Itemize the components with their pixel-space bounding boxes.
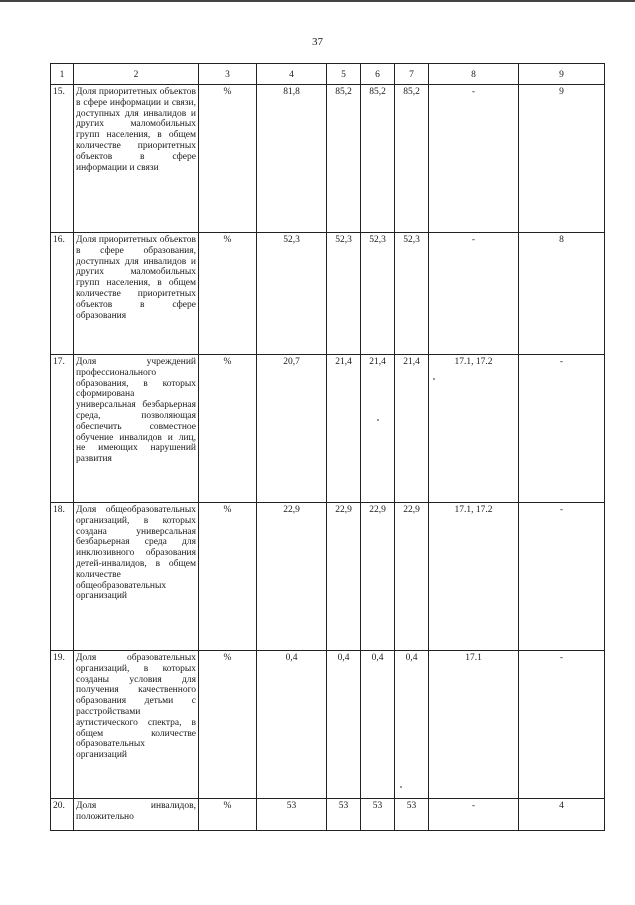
table-row bbox=[51, 85, 605, 233]
indicators-table bbox=[50, 63, 605, 831]
reference-cell: 17.1 bbox=[429, 651, 519, 799]
value-cell: 22,9 bbox=[361, 503, 395, 651]
column-header: 5 bbox=[327, 64, 361, 85]
value-cell: 22,9 bbox=[327, 503, 361, 651]
value-cell: 53 bbox=[361, 799, 395, 831]
indicator-name: Доля инвалидов, положительно bbox=[74, 799, 199, 831]
indicator-name: Доля общеобразовательных организаций, в которых создана универсальная безбарьерная среда для инклюзивного образования детей-инвалидов, в общем количестве общеобразовательных организаций bbox=[74, 503, 199, 651]
value-cell: 20,7 bbox=[257, 355, 327, 503]
reference-cell: - bbox=[429, 799, 519, 831]
row-number: 19. bbox=[51, 651, 74, 799]
value-cell: 53 bbox=[257, 799, 327, 831]
value-cell: 85,2 bbox=[395, 85, 429, 233]
page-number: 37 bbox=[312, 36, 323, 48]
row-number: 16. bbox=[51, 233, 74, 355]
column-header: 7 bbox=[395, 64, 429, 85]
table-row bbox=[51, 233, 605, 355]
column-header: 9 bbox=[519, 64, 605, 85]
indicator-name: Доля образовательных организаций, в которых созданы условия для получения качественного образования детьми с расстройствами аутистического спектра, в общем количестве образовательных организаций bbox=[74, 651, 199, 799]
unit-cell: % bbox=[199, 799, 257, 831]
page-top-edge bbox=[0, 0, 635, 2]
column-header: 4 bbox=[257, 64, 327, 85]
value-cell: 85,2 bbox=[361, 85, 395, 233]
unit-cell: % bbox=[199, 503, 257, 651]
row-number: 20. bbox=[51, 799, 74, 831]
table-row bbox=[51, 799, 605, 831]
reference-cell: - bbox=[519, 355, 605, 503]
column-header: 2 bbox=[74, 64, 199, 85]
value-cell: 21,4 bbox=[361, 355, 395, 503]
scan-speck bbox=[400, 786, 402, 788]
scan-speck bbox=[433, 378, 435, 380]
value-cell: 21,4 bbox=[395, 355, 429, 503]
reference-cell: 17.1, 17.2 bbox=[429, 503, 519, 651]
indicator-name: Доля приоритетных объектов в сфере образования, доступных для инвалидов и других маломобильных групп населения, в общем количестве приоритетных объектов в сфере образования bbox=[74, 233, 199, 355]
reference-cell: - bbox=[429, 233, 519, 355]
value-cell: 85,2 bbox=[327, 85, 361, 233]
value-cell: 52,3 bbox=[361, 233, 395, 355]
reference-cell: 8 bbox=[519, 233, 605, 355]
unit-cell: % bbox=[199, 85, 257, 233]
column-number-row bbox=[51, 64, 605, 85]
column-header: 8 bbox=[429, 64, 519, 85]
value-cell: 0,4 bbox=[257, 651, 327, 799]
column-header: 3 bbox=[199, 64, 257, 85]
value-cell: 22,9 bbox=[395, 503, 429, 651]
reference-cell: 17.1, 17.2 bbox=[429, 355, 519, 503]
unit-cell: % bbox=[199, 233, 257, 355]
reference-cell: 9 bbox=[519, 85, 605, 233]
value-cell: 52,3 bbox=[395, 233, 429, 355]
unit-cell: % bbox=[199, 651, 257, 799]
indicator-name: Доля учреждений профессионального образования, в которых сформирована универсальная безбарьерная среда, позволяющая обеспечить совместное обучение инвалидов и лиц, не имеющих нарушений развития bbox=[74, 355, 199, 503]
reference-cell: 4 bbox=[519, 799, 605, 831]
reference-cell: - bbox=[519, 503, 605, 651]
value-cell: 52,3 bbox=[327, 233, 361, 355]
table-row bbox=[51, 651, 605, 799]
value-cell: 53 bbox=[395, 799, 429, 831]
table-row bbox=[51, 503, 605, 651]
value-cell: 22,9 bbox=[257, 503, 327, 651]
value-cell: 0,4 bbox=[327, 651, 361, 799]
row-number: 17. bbox=[51, 355, 74, 503]
scan-speck bbox=[377, 419, 379, 421]
indicator-name: Доля приоритетных объектов в сфере информации и связи, доступных для инвалидов и других маломобильных групп населения, в общем количестве приоритетных объектов в сфере информации и связи bbox=[74, 85, 199, 233]
column-header: 6 bbox=[361, 64, 395, 85]
value-cell: 21,4 bbox=[327, 355, 361, 503]
table-row bbox=[51, 355, 605, 503]
row-number: 18. bbox=[51, 503, 74, 651]
value-cell: 81,8 bbox=[257, 85, 327, 233]
row-number: 15. bbox=[51, 85, 74, 233]
column-header: 1 bbox=[51, 64, 74, 85]
reference-cell: - bbox=[429, 85, 519, 233]
value-cell: 52,3 bbox=[257, 233, 327, 355]
value-cell: 53 bbox=[327, 799, 361, 831]
reference-cell: - bbox=[519, 651, 605, 799]
value-cell: 0,4 bbox=[361, 651, 395, 799]
value-cell: 0,4 bbox=[395, 651, 429, 799]
unit-cell: % bbox=[199, 355, 257, 503]
